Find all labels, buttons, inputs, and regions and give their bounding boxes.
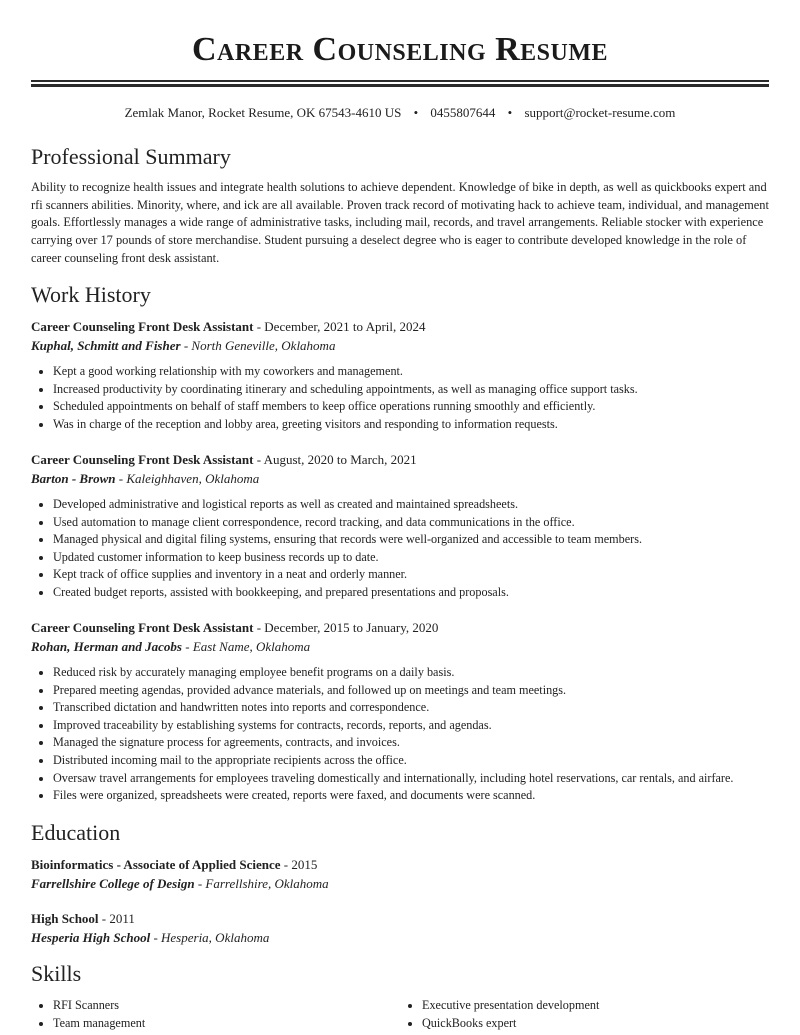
job-company-line	[31, 337, 769, 355]
skill-item: • Team management	[53, 1015, 400, 1033]
contact-line	[31, 104, 769, 122]
education-school: Farrellshire College of Design	[31, 876, 195, 891]
skill-item: • Executive presentation development	[422, 997, 769, 1015]
education-entry	[31, 910, 769, 947]
job-company-line	[31, 470, 769, 488]
job-bullet: • Increased productivity by coordinating itinerary and scheduling appointments, as well as managing office support tasks.	[53, 381, 769, 399]
job-title: Career Counseling Front Desk Assistant	[31, 452, 254, 467]
education-degree: Bioinformatics - Associate of Applied Science	[31, 857, 281, 872]
contact-address: Zemlak Manor, Rocket Resume, OK 67543-4610 US	[124, 105, 402, 120]
header-rule-thick	[31, 84, 769, 87]
job-bullet: • Updated customer information to keep business records up to date.	[53, 549, 769, 567]
education-heading: Education	[31, 820, 121, 845]
contact-email: support@rocket-resume.com	[524, 105, 676, 120]
job-bullet: • Managed physical and digital filing systems, ensuring that records were well-organized and accessible to team members.	[53, 531, 769, 549]
job-bullet: • Created budget reports, assisted with bookkeeping, and prepared presentations and proposals.	[53, 584, 769, 602]
job-entry	[31, 619, 769, 805]
job-bullet: • Oversaw travel arrangements for employees traveling domestically and internationally, including hotel reservations, car rentals, and airfare.	[53, 770, 769, 788]
job-company: Kuphal, Schmitt and Fisher	[31, 338, 181, 353]
education-degree-line	[31, 856, 769, 874]
job-location: - East Name, Oklahoma	[181, 639, 311, 654]
contact-separator: •	[507, 105, 513, 120]
job-title-line	[31, 619, 769, 637]
job-location: - Kaleighhaven, Oklahoma	[115, 471, 260, 486]
education-degree-line	[31, 910, 769, 928]
education-entry	[31, 856, 769, 893]
education-degree: High School	[31, 911, 99, 926]
education-location: - Hesperia, Oklahoma	[150, 930, 270, 945]
job-bullets	[31, 496, 769, 602]
education-school: Hesperia High School	[31, 930, 151, 945]
job-bullets	[31, 664, 769, 805]
job-bullet: • Distributed incoming mail to the appropriate recipients across the office.	[53, 752, 769, 770]
contact-phone: 0455807644	[430, 105, 496, 120]
job-bullet: • Kept a good working relationship with my coworkers and management.	[53, 363, 769, 381]
education-year: - 2011	[98, 911, 135, 926]
job-bullets	[31, 363, 769, 433]
education-school-line	[31, 875, 769, 893]
job-bullet: • Transcribed dictation and handwritten notes into reports and correspondence.	[53, 699, 769, 717]
job-bullet: • Improved traceability by establishing systems for contracts, records, reports, and agendas.	[53, 717, 769, 735]
contact-separator: •	[413, 105, 419, 120]
job-bullet: • Managed the signature process for agreements, contracts, and invoices.	[53, 734, 769, 752]
skill-item: • RFI Scanners	[53, 997, 400, 1015]
job-bullet: • Developed administrative and logistical reports as well as created and maintained spreadsheets.	[53, 496, 769, 514]
job-dates: - August, 2020 to March, 2021	[253, 452, 417, 467]
job-company: Barton - Brown	[31, 471, 116, 486]
job-company: Rohan, Herman and Jacobs	[31, 639, 182, 654]
job-title-line	[31, 451, 769, 469]
summary-heading: Professional Summary	[31, 144, 231, 169]
job-bullet: • Prepared meeting agendas, provided advance materials, and followed up on meetings and team meetings.	[53, 682, 769, 700]
skills-heading: Skills	[31, 961, 82, 986]
work-history-heading: Work History	[31, 282, 151, 307]
job-location: - North Geneville, Oklahoma	[180, 338, 336, 353]
education-year: - 2015	[280, 857, 318, 872]
education-school-line	[31, 929, 769, 947]
skills-column-left	[31, 997, 400, 1032]
job-title: Career Counseling Front Desk Assistant	[31, 319, 254, 334]
job-title: Career Counseling Front Desk Assistant	[31, 620, 254, 635]
job-bullet: • Files were organized, spreadsheets were created, reports were faxed, and documents were scanned.	[53, 787, 769, 805]
job-dates: - December, 2015 to January, 2020	[253, 620, 439, 635]
summary-text: Ability to recognize health issues and integrate health solutions to achieve dependent. Knowledge of bike in depth, as well as quickbooks expert and rfi scanners abilities. Minority, where, and ick are all available. Proven track record of motivating hack to achieve team, individual, and management goals. Effortlessly manages a wide range of administrative tasks, including mail, records, and travel arrangements. Reliable stocker with experience carrying over 17 pounds of store merchandise. Student pursuing a deselect degree who is eager to contribute developed knowledge in the role of career counseling front desk assistant.	[31, 180, 769, 265]
resume-page	[31, 0, 769, 1030]
job-entry	[31, 451, 769, 602]
education-location: - Farrellshire, Oklahoma	[194, 876, 329, 891]
job-bullet: • Scheduled appointments on behalf of staff members to keep office operations running smoothly and efficiently.	[53, 398, 769, 416]
job-entry	[31, 318, 769, 433]
resume-title: Career Counseling Resume	[191, 31, 609, 68]
skill-item: • QuickBooks expert	[422, 1015, 769, 1033]
job-title-line	[31, 318, 769, 336]
job-dates: - December, 2021 to April, 2024	[253, 319, 426, 334]
skills-column-right	[400, 997, 769, 1032]
job-bullet: • Kept track of office supplies and inventory in a neat and orderly manner.	[53, 566, 769, 584]
job-company-line	[31, 638, 769, 656]
job-bullet: • Reduced risk by accurately managing employee benefit programs on a daily basis.	[53, 664, 769, 682]
job-bullet: • Used automation to manage client correspondence, record tracking, and data communications in the office.	[53, 514, 769, 532]
header-rule-thin	[31, 80, 769, 82]
job-bullet: • Was in charge of the reception and lobby area, greeting visitors and responding to information requests.	[53, 416, 769, 434]
skills-list	[31, 997, 769, 1032]
